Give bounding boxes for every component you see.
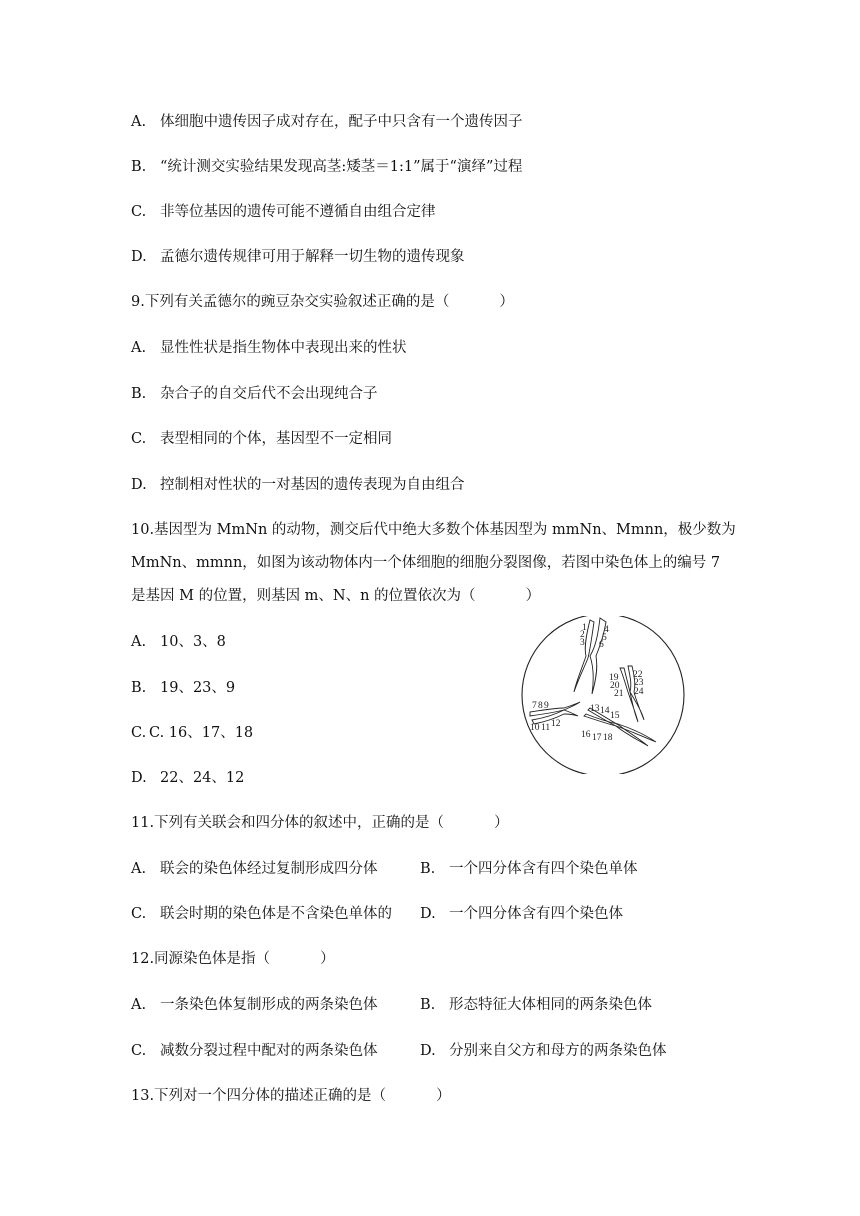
q10-stem-line2: MmNn、mmnn，如图为该动物体内一个体细胞的细胞分裂图像，若图中染色体上的编号 7 xyxy=(131,555,721,571)
q11-option-b: B. 一个四分体含有四个染色单体 xyxy=(420,861,638,877)
q9-option-a: A. 显性性状是指生物体中表现出来的性状 xyxy=(131,340,407,356)
q11-option-c: C. 联会时期的染色体是不含染色单体的 xyxy=(131,906,392,922)
q10-option-b: B. 19、23、9 xyxy=(131,680,236,696)
q8-option-b: B. “统计测交实验结果发现高茎:矮茎＝1:1”属于“演绎”过程 xyxy=(131,159,523,175)
q10-stem-line1: 10.基因型为 MmNn 的动物，测交后代中绝大多数个体基因型为 mmNn、Mmnn，极少数为 xyxy=(131,522,736,538)
q13-stem: 13.下列对一个四分体的描述正确的是（ ） xyxy=(131,1088,451,1104)
chromosome-top xyxy=(574,618,606,694)
gene-label-7: 7 xyxy=(532,701,537,711)
gene-label-5: 5 xyxy=(602,633,607,643)
q12-option-d: D. 分别来自父方和母方的两条染色体 xyxy=(420,1043,667,1059)
gene-label-2: 2 xyxy=(580,630,585,640)
q10-option-c: C. C. 16、17、18 xyxy=(131,725,254,741)
gene-label-1: 1 xyxy=(582,623,587,633)
gene-position-labels xyxy=(530,623,644,743)
gene-label-22: 22 xyxy=(633,670,643,680)
gene-label-23: 23 xyxy=(634,678,644,688)
gene-label-10: 10 xyxy=(530,723,540,733)
gene-label-21: 21 xyxy=(614,689,624,699)
gene-label-16: 16 xyxy=(581,730,591,740)
gene-label-13: 13 xyxy=(590,704,600,714)
q11-stem: 11.下列有关联会和四分体的叙述中，正确的是（ ） xyxy=(131,815,509,831)
q9-option-b: B. 杂合子的自交后代不会出现纯合子 xyxy=(131,386,378,402)
gene-label-3: 3 xyxy=(580,638,585,648)
gene-label-20: 20 xyxy=(610,681,620,691)
q9-option-c: C. 表型相同的个体，基因型不一定相同 xyxy=(131,431,392,447)
q11-option-a: A. 联会的染色体经过复制形成四分体 xyxy=(131,861,378,877)
q12-option-b: B. 形态特征大体相同的两条染色体 xyxy=(420,997,652,1013)
gene-label-9: 9 xyxy=(544,701,549,711)
q9-option-d: D. 控制相对性状的一对基因的遗传表现为自由组合 xyxy=(131,477,465,493)
q9-stem: 9.下列有关孟德尔的豌豆杂交实验叙述正确的是（ ） xyxy=(131,294,514,310)
q8-option-d: D. 孟德尔遗传规律可用于解释一切生物的遗传现象 xyxy=(131,249,465,265)
q8-option-a: A. 体细胞中遗传因子成对存在，配子中只含有一个遗传因子 xyxy=(131,114,523,130)
q10-option-a: A. 10、3、8 xyxy=(131,634,226,650)
q8-option-c: C. 非等位基因的遗传可能不遵循自由组合定律 xyxy=(131,204,436,220)
gene-label-12: 12 xyxy=(551,719,561,729)
gene-label-4: 4 xyxy=(604,625,609,635)
gene-label-15: 15 xyxy=(610,711,620,721)
q10-option-d: D. 22、24、12 xyxy=(131,770,245,786)
gene-label-17: 17 xyxy=(592,733,602,743)
q11-option-d: D. 一个四分体含有四个染色体 xyxy=(420,906,623,922)
gene-label-8: 8 xyxy=(538,701,543,711)
q10-stem-line3: 是基因 M 的位置，则基因 m、N、n 的位置依次为（ ） xyxy=(131,588,541,604)
gene-label-18: 18 xyxy=(603,733,613,743)
gene-label-11: 11 xyxy=(541,723,551,733)
q12-option-c: C. 减数分裂过程中配对的两条染色体 xyxy=(131,1043,378,1059)
gene-label-14: 14 xyxy=(600,706,610,716)
gene-label-24: 24 xyxy=(634,687,644,697)
cell-division-figure xyxy=(520,616,686,774)
gene-label-6: 6 xyxy=(599,640,604,650)
gene-label-19: 19 xyxy=(609,673,619,683)
q12-option-a: A. 一条染色体复制形成的两条染色体 xyxy=(131,997,378,1013)
q12-stem: 12.同源染色体是指（ ） xyxy=(131,951,335,967)
